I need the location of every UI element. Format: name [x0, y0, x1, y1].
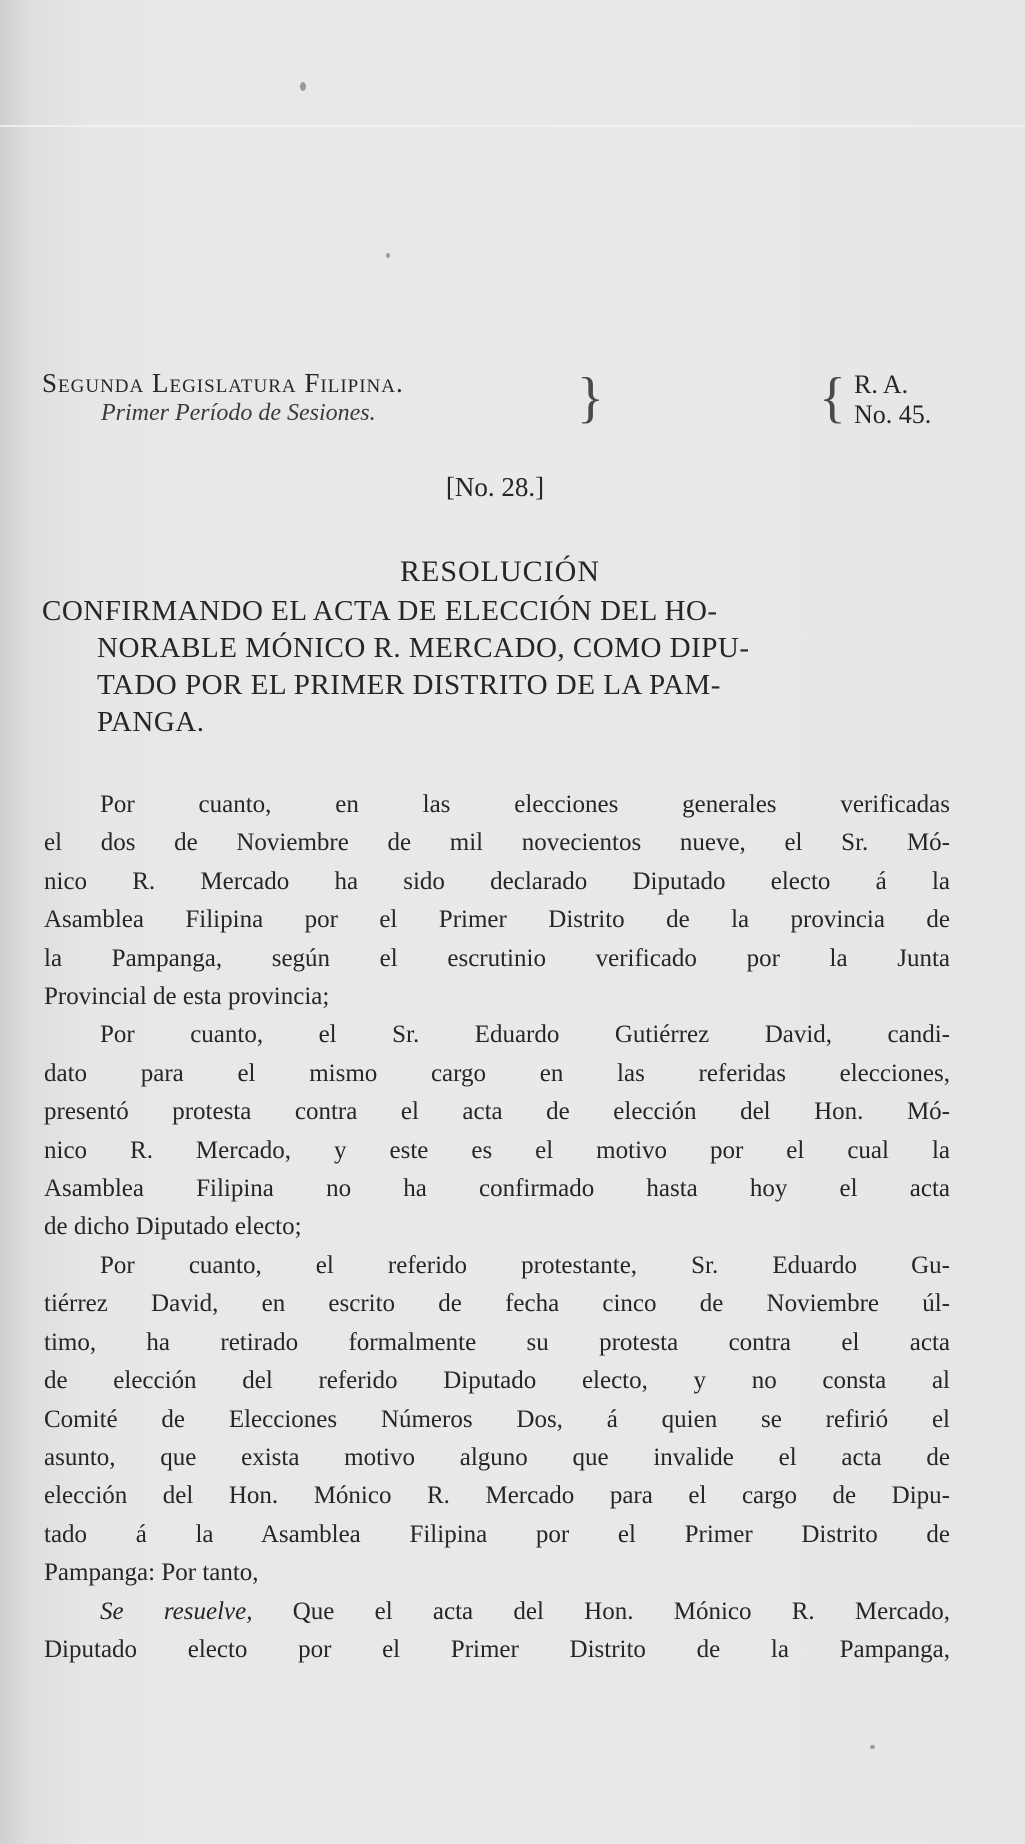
session-period: Primer Período de Sesiones.	[101, 400, 376, 426]
text-line: el dos de Noviembre de mil novecientos nueve, el Sr. Mó-	[44, 829, 950, 857]
text-line: Por cuanto, en las elecciones generales verificadas	[100, 791, 950, 818]
title-line: TADO POR EL PRIMER DISTRITO DE LA PAM-	[97, 669, 721, 701]
text-line: asunto, que exista motivo alguno que invalide el acta de	[44, 1443, 950, 1471]
whereas-paragraph-1	[44, 786, 950, 1016]
text-line: de elección del referido Diputado electo, y no consta al	[44, 1367, 950, 1395]
text-line: Asamblea Filipina por el Primer Distrito de la provincia de	[44, 906, 950, 934]
document-type-heading: RESOLUCIÓN	[399, 555, 600, 588]
title-line: CONFIRMANDO EL ACTA DE ELECCIÓN DEL HO-	[42, 595, 718, 627]
brace-right: {	[819, 367, 846, 429]
scan-speck	[300, 82, 306, 91]
resolve-paragraph	[44, 1593, 950, 1670]
resolution-title	[42, 593, 947, 741]
text-line: Pampanga: Por tanto,	[44, 1559, 259, 1587]
text-line: dato para el mismo cargo en las referidas elecciones,	[44, 1059, 950, 1087]
whereas-paragraph-2	[44, 1016, 950, 1246]
legislature-title: Segunda Legislatura Filipina.	[42, 368, 404, 398]
text-line: elección del Hon. Mónico R. Mercado para el cargo de Dipu-	[44, 1482, 950, 1510]
text-line: Por cuanto, el Sr. Eduardo Gutiérrez David, candi-	[100, 1021, 950, 1049]
text-line: tiérrez David, en escrito de fecha cinco de Noviembre úl-	[44, 1290, 950, 1318]
scan-speck	[386, 253, 390, 258]
text-line: Diputado electo por el Primer Distrito de la Pampanga,	[44, 1635, 950, 1663]
resolve-text: Que el acta del Hon. Mónico R. Mercado,	[252, 1597, 951, 1625]
title-line: NORABLE MÓNICO R. MERCADO, COMO DIPU-	[97, 632, 750, 664]
document-header	[42, 362, 952, 432]
reference-number: No. 45.	[854, 400, 932, 429]
text-line: tado á la Asamblea Filipina por el Primer Distrito de	[44, 1520, 950, 1548]
reference-type: R. A.	[854, 370, 909, 399]
text-line: Asamblea Filipina no ha confirmado hasta hoy el acta	[44, 1175, 950, 1203]
resolve-keyword: Se resuelve,	[100, 1597, 253, 1625]
text-line: Por cuanto, el referido protestante, Sr. Eduardo Gu-	[100, 1251, 950, 1279]
text-line: nico R. Mercado, y este es el motivo por el cual la	[44, 1136, 950, 1164]
brace-left: }	[577, 367, 604, 429]
scan-artifact-line	[0, 125, 1025, 127]
text-line: presentó protesta contra el acta de elección del Hon. Mó-	[44, 1098, 950, 1126]
title-line: PANGA.	[97, 706, 205, 738]
text-line: la Pampanga, según el escrutinio verificado por la Junta	[44, 944, 950, 972]
document-number: [No. 28.]	[445, 472, 545, 502]
reference-block	[854, 370, 931, 430]
resolve-line	[44, 1593, 950, 1631]
text-line: Comité de Elecciones Números Dos, á quien se refirió el	[44, 1405, 950, 1433]
whereas-paragraph-3	[44, 1247, 950, 1593]
text-line: timo, ha retirado formalmente su protesta contra el acta	[44, 1328, 950, 1356]
text-line: nico R. Mercado ha sido declarado Diputado electo á la	[44, 867, 950, 895]
scan-speck	[870, 1745, 875, 1749]
resolution-body	[44, 786, 950, 1669]
text-line: Provincial de esta provincia;	[44, 983, 330, 1011]
text-line: de dicho Diputado electo;	[44, 1213, 302, 1241]
